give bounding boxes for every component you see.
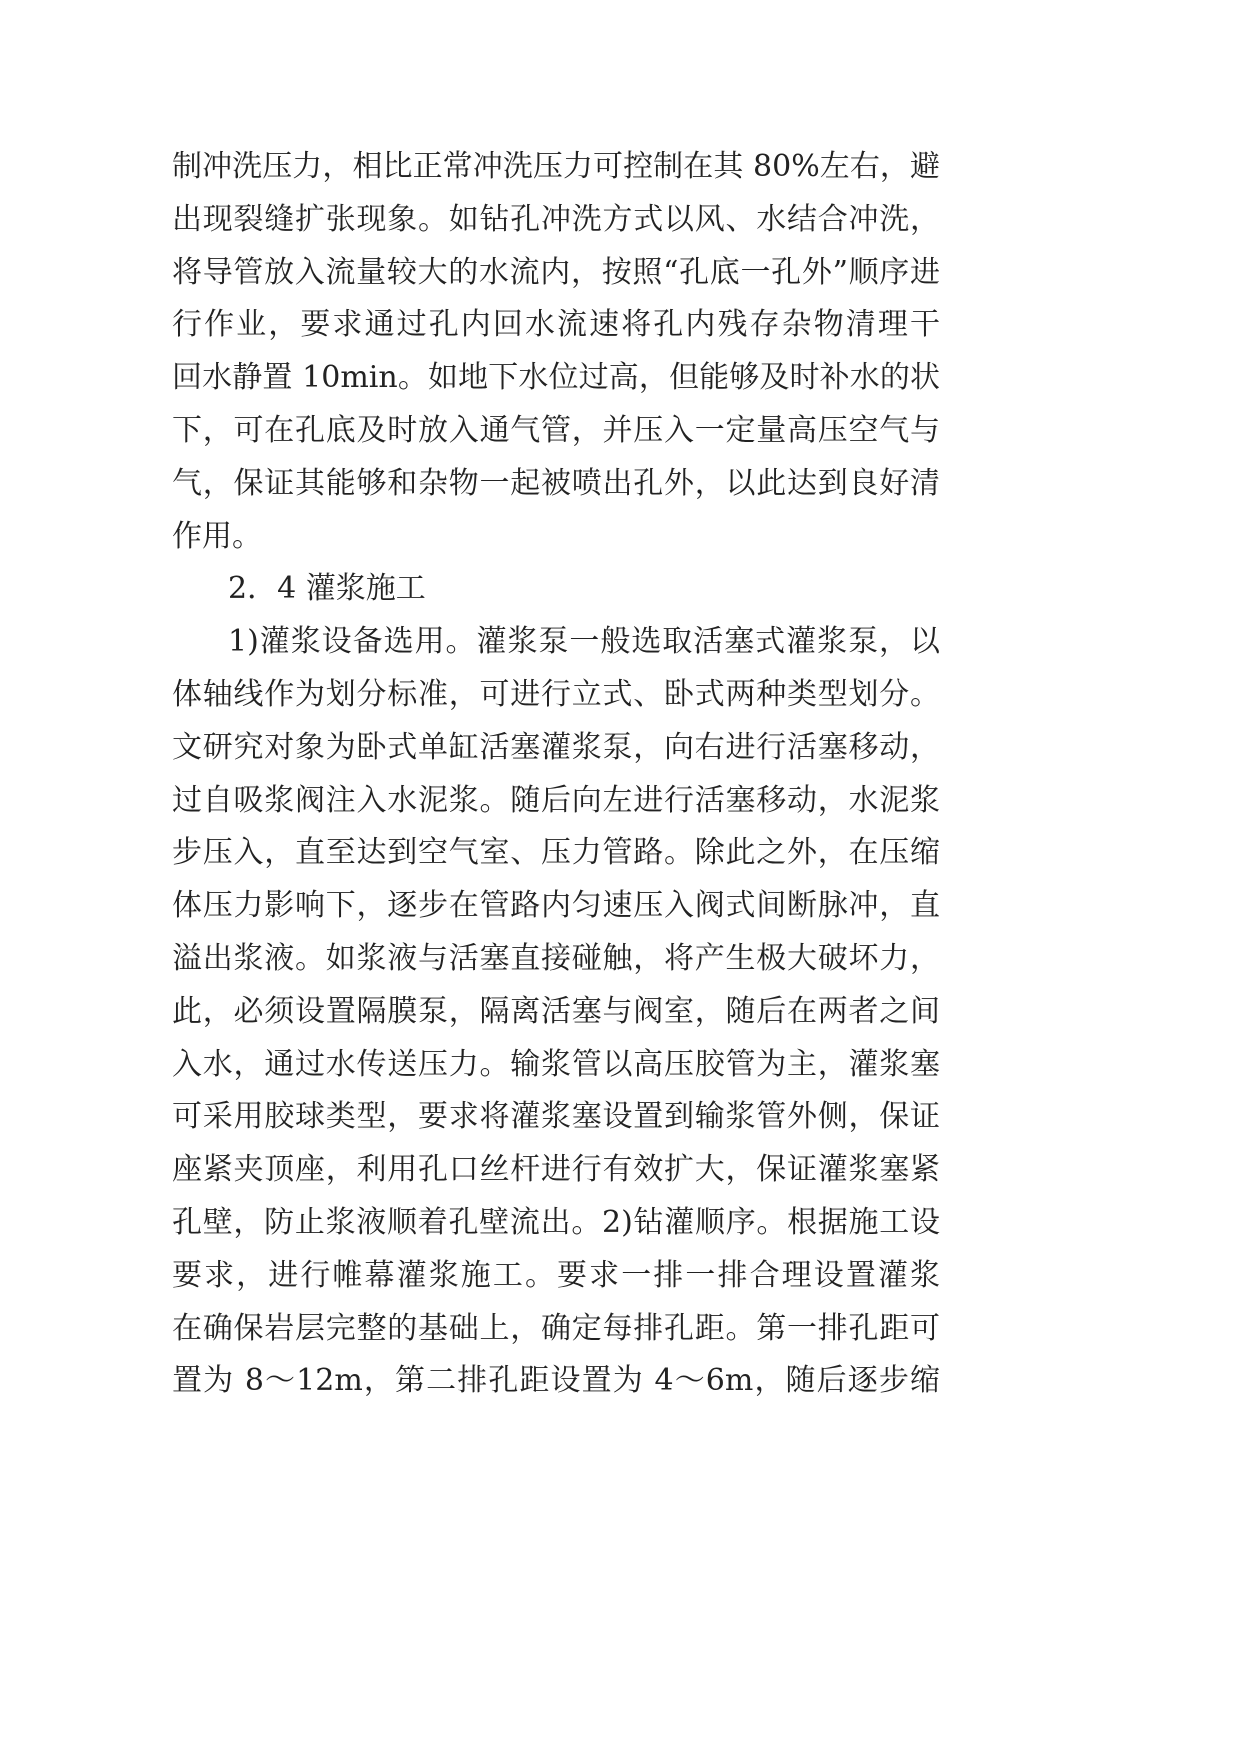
text-line: 气，保证其能够和杂物一起被喷出孔外，以此达到良好清 [172, 465, 940, 501]
text-line: 在确保岩层完整的基础上，确定每排孔距。第一排孔距可 [172, 1310, 940, 1346]
text-line: 制冲洗压力，相比正常冲洗压力可控制在其 80%左右，避 [172, 149, 940, 184]
text-line: 可采用胶球类型，要求将灌浆塞设置到输浆管外侧，保证 [172, 1099, 940, 1135]
text-line: 体轴线作为划分标准，可进行立式、卧式两种类型划分。 [172, 676, 940, 712]
section-heading: 2．4 灌浆施工 [228, 571, 426, 607]
text-line: 将导管放入流量较大的水流内，按照“孔底一孔外”顺序进 [172, 254, 940, 290]
text-line: 体压力影响下，逐步在管路内匀速压入阀式间断脉冲，直 [172, 888, 940, 924]
text-line: 下，可在孔底及时放入通气管，并压入一定量高压空气与 [172, 412, 940, 448]
text-line: 入水，通过水传送压力。输浆管以高压胶管为主，灌浆塞 [172, 1046, 940, 1082]
text-line: 孔壁，防止浆液顺着孔壁流出。2)钻灌顺序。根据施工设 [172, 1204, 940, 1240]
text-line: 溢出浆液。如浆液与活塞直接碰触，将产生极大破坏力， [172, 940, 940, 976]
text-line: 作用。 [172, 518, 262, 554]
text-line: 步压入，直至达到空气室、压力管路。除此之外，在压缩 [172, 835, 940, 871]
paragraph-flushing [172, 141, 940, 563]
paragraph-grouting [172, 616, 940, 1408]
text-line: 此，必须设置隔膜泵，隔离活塞与阀室，随后在两者之间 [172, 993, 940, 1029]
text-line: 回水静置 10min。如地下水位过高，但能够及时补水的状 [172, 360, 940, 396]
text-line: 置为 8～12m，第二排孔距设置为 4～6m，随后逐步缩 [172, 1363, 940, 1399]
text-line: 文研究对象为卧式单缸活塞灌浆泵，向右进行活塞移动， [172, 729, 940, 765]
text-line: 过自吸浆阀注入水泥浆。随后向左进行活塞移动，水泥浆 [172, 782, 940, 818]
body-text [172, 141, 940, 1408]
text-line: 1)灌浆设备选用。灌浆泵一般选取活塞式灌浆泵，以 [228, 624, 940, 660]
text-line: 要求，进行帷幕灌浆施工。要求一排一排合理设置灌浆 [172, 1257, 940, 1293]
text-line: 出现裂缝扩张现象。如钻孔冲洗方式以风、水结合冲洗， [172, 201, 940, 237]
text-line: 行作业，要求通过孔内回水流速将孔内残存杂物清理干 [172, 307, 940, 343]
text-line: 座紧夹顶座，利用孔口丝杆进行有效扩大，保证灌浆塞紧 [172, 1152, 940, 1188]
